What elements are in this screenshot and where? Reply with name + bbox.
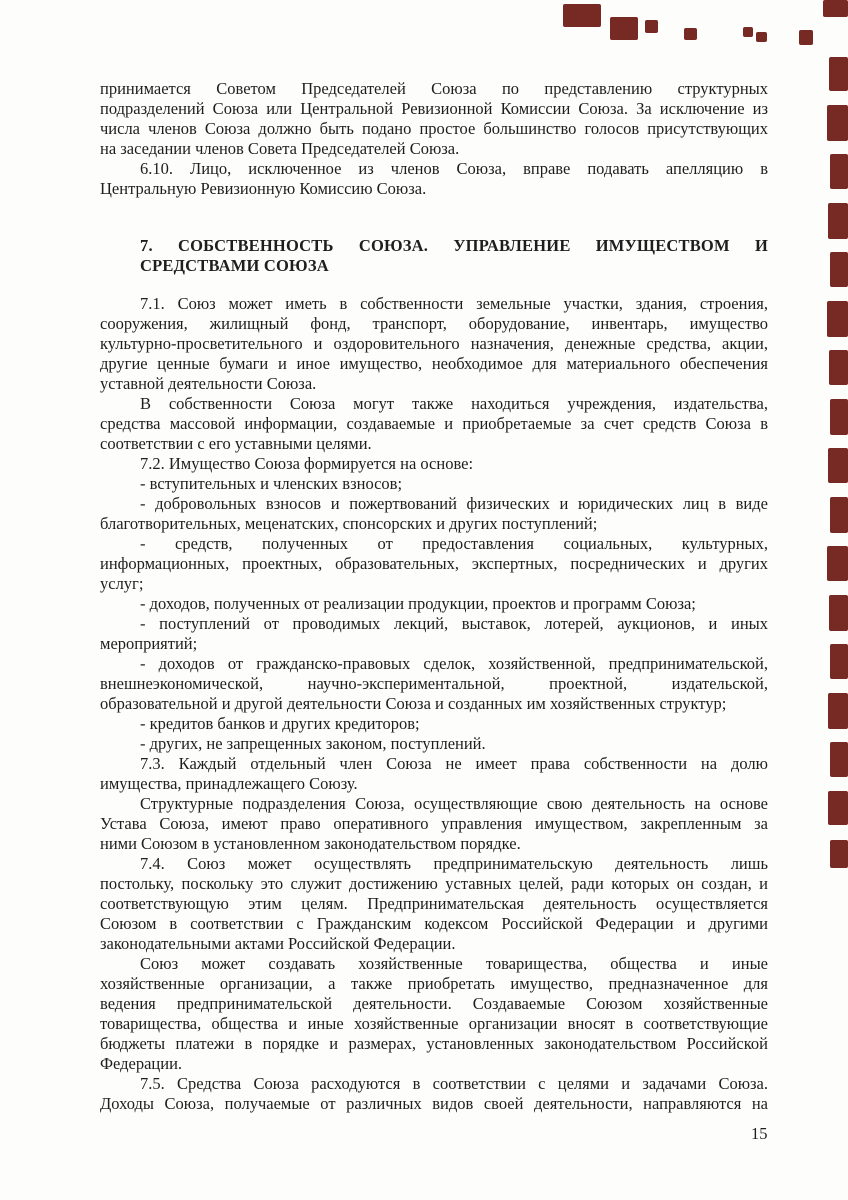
text-line: ведения предпринимательской деятельности. Создаваемые Союзом хозяйственные [100, 994, 768, 1013]
scan-artifact-mark [756, 32, 767, 42]
scan-artifact-mark [829, 595, 848, 631]
text-line: 7.4. Союз может осуществлять предпринимательскую деятельность лишь [140, 854, 768, 873]
text-line: товарищества, общества и иные хозяйственные организации вносят в соответствующие [100, 1014, 768, 1033]
list-item-7-2-fees [100, 474, 768, 494]
scan-artifact-mark [830, 154, 848, 189]
list-item-7-2-other [100, 734, 768, 754]
paragraph-6-9-continuation [100, 79, 768, 159]
paragraph-7-4 [100, 854, 768, 954]
page-number: 15 [751, 1124, 768, 1143]
text-line: Доходы Союза, получаемые от различных видов своей деятельности, направляются на [100, 1094, 768, 1113]
scan-artifact-mark [645, 20, 658, 33]
paragraph-7-4-entities [100, 954, 768, 1074]
text-line: Структурные подразделения Союза, осуществляющие свою деятельность на основе [140, 794, 768, 813]
paragraph-7-1-property [100, 394, 768, 454]
list-item-7-2-services [100, 534, 768, 594]
text-line: на заседании членов Совета Председателей Союза. [100, 139, 460, 158]
text-line: числа членов Союза должно быть подано простое большинство голосов присутствующих [100, 119, 768, 138]
scan-artifact-mark [684, 28, 697, 40]
text-line: Союз может создавать хозяйственные товарищества, общества и иные [140, 954, 768, 973]
scan-artifact-mark [610, 17, 638, 40]
text-line: подразделений Союза или Центральной Ревизионной Комиссии Союза. За исключение из [100, 99, 768, 118]
text-line: мероприятий; [100, 634, 198, 653]
text-line: хозяйственные организации, а также приобретать имущество, предназначенное для [100, 974, 768, 993]
list-item-7-2-events [100, 614, 768, 654]
text-line: культурно-просветительного и оздоровительного назначения, денежные средства, акции, [100, 334, 768, 353]
paragraph-7-3 [100, 754, 768, 794]
paragraph-6-10 [100, 159, 768, 199]
text-line: 6.10. Лицо, исключенное из членов Союза, вправе подавать апелляцию в [140, 159, 768, 178]
text-line: информационных, проектных, образовательных, экспертных, посреднических и других [100, 554, 768, 573]
scan-artifact-mark [830, 840, 848, 868]
scan-artifact-mark [563, 4, 601, 27]
text-line: - доходов от гражданско-правовых сделок, хозяйственной, предпринимательской, [140, 654, 768, 673]
scan-artifact-mark [828, 693, 848, 729]
text-line: 7.1. Союз может иметь в собственности земельные участки, здания, строения, [140, 294, 768, 313]
document-content [100, 79, 768, 1114]
text-line: - других, не запрещенных законом, поступлений. [140, 734, 486, 753]
text-line: уставной деятельности Союза. [100, 374, 317, 393]
text-line: Центральную Ревизионную Комиссию Союза. [100, 179, 427, 198]
text-line: ними Союзом в установленном законодательством порядке. [100, 834, 521, 853]
text-line: бюджеты платежи в порядке и размерах, установленных законодательством Российской [100, 1034, 768, 1053]
text-line: внешнеэкономической, научно-экспериментальной, проектной, издательской, [100, 674, 768, 693]
scan-artifact-mark [828, 203, 848, 239]
text-line: постольку, поскольку это служит достижению уставных целей, ради которых он создан, и [100, 874, 768, 893]
list-item-7-2-donations [100, 494, 768, 534]
scan-artifact-mark [829, 57, 848, 91]
text-line: другие ценные бумаги и иное имущество, необходимое для материального обеспечения [100, 354, 768, 373]
text-line: принимается Советом Председателей Союза по представлению структурных [100, 79, 768, 98]
scan-artifact-mark [830, 644, 848, 679]
text-line: - средств, полученных от предоставления социальных, культурных, [140, 534, 768, 553]
text-line: 7.3. Каждый отдельный член Союза не имеет права собственности на долю [140, 754, 768, 773]
text-line: - поступлений от проводимых лекций, выставок, лотерей, аукционов, и иных [140, 614, 768, 633]
scan-artifact-mark [823, 0, 848, 17]
text-line: сооружения, жилищный фонд, транспорт, оборудование, инвентарь, имущество [100, 314, 768, 333]
text-line: благотворительных, меценатских, спонсорских и других поступлений; [100, 514, 598, 533]
text-line: образовательной и другой деятельности Союза и созданных им хозяйственных структур; [100, 694, 727, 713]
list-item-7-2-deals [100, 654, 768, 714]
list-item-7-2-products [100, 594, 768, 614]
text-line: 7. СОБСТВЕННОСТЬ СОЮЗА. УПРАВЛЕНИЕ ИМУЩЕСТВОМ И [140, 236, 768, 255]
text-line: соответствии с его уставными целями. [100, 434, 372, 453]
paragraph-7-1 [100, 294, 768, 394]
text-line: СРЕДСТВАМИ СОЮЗА [140, 256, 329, 275]
scan-artifact-mark [830, 399, 848, 435]
list-item-7-2-credits [100, 714, 768, 734]
scan-artifact-mark [830, 252, 848, 287]
scan-artifact-mark [827, 105, 848, 141]
scan-artifact-mark [827, 301, 848, 337]
paragraph-7-5 [100, 1074, 768, 1114]
text-line: Федерации. [100, 1054, 183, 1073]
text-line: законодательными актами Российской Федерации. [100, 934, 456, 953]
scan-artifact-mark [828, 791, 848, 825]
paragraph-7-2 [100, 454, 768, 474]
scan-artifact-mark [827, 546, 848, 581]
text-line: - добровольных взносов и пожертвований физических и юридических лиц в виде [140, 494, 768, 513]
heading-section-7 [140, 236, 768, 276]
text-line: 7.5. Средства Союза расходуются в соответствии с целями и задачами Союза. [140, 1074, 768, 1093]
scan-artifact-mark [828, 448, 848, 483]
scan-artifact-mark [829, 350, 848, 385]
scan-artifact-mark [743, 27, 753, 37]
text-line: - доходов, полученных от реализации продукции, проектов и программ Союза; [140, 594, 696, 613]
text-line: 7.2. Имущество Союза формируется на основе: [140, 454, 474, 473]
text-line: имущества, принадлежащего Союзу. [100, 774, 358, 793]
text-line: - вступительных и членских взносов; [140, 474, 403, 493]
text-line: услуг; [100, 574, 144, 593]
scan-artifact-mark [830, 742, 848, 777]
paragraph-7-3-structural [100, 794, 768, 854]
scan-artifact-mark [830, 497, 848, 533]
text-line: Союзом в соответствии с Гражданским кодексом Российской Федерации и другими [100, 914, 768, 933]
text-line: В собственности Союза могут также находиться учреждения, издательства, [140, 394, 768, 413]
text-line: Устава Союза, имеют право оперативного управления имуществом, закрепленным за [100, 814, 768, 833]
text-line: соответствующую этим целям. Предпринимательская деятельность осуществляется [100, 894, 768, 913]
scan-artifact-mark [799, 30, 813, 45]
text-line: - кредитов банков и других кредиторов; [140, 714, 420, 733]
text-line: средства массовой информации, создаваемые и приобретаемые за счет средств Союза в [100, 414, 768, 433]
